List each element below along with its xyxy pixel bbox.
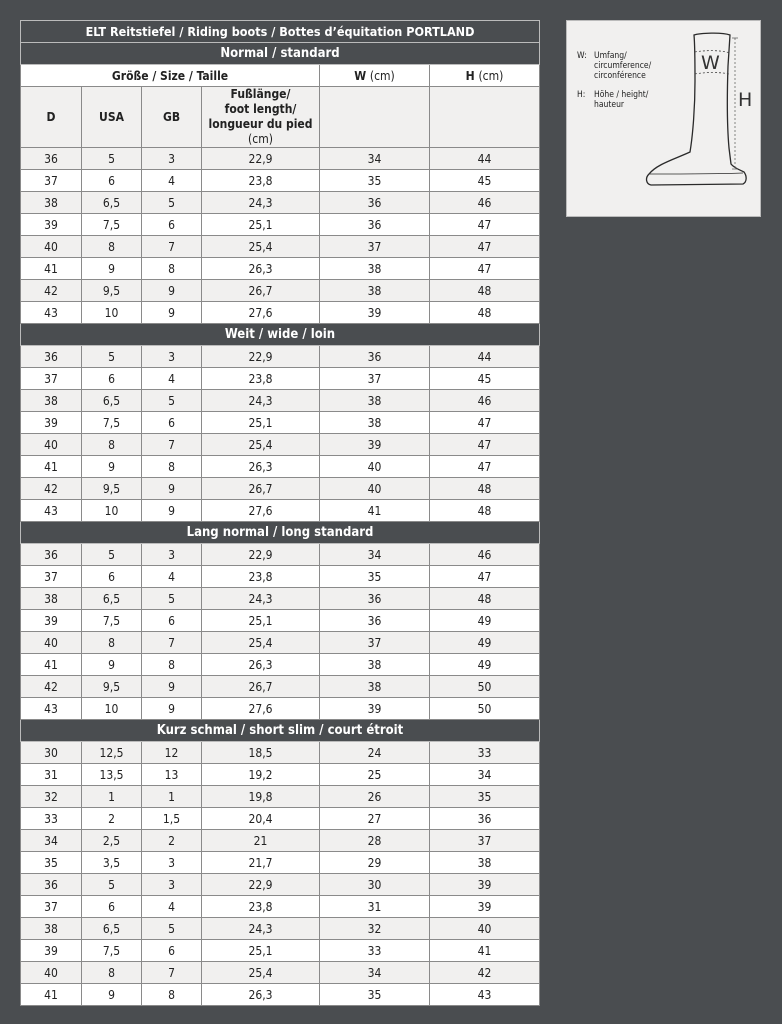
table-cell: 39	[21, 412, 82, 434]
table-cell: 3	[142, 852, 202, 874]
table-row	[21, 500, 540, 522]
table-cell: 8	[82, 632, 142, 654]
table-cell: 38	[21, 588, 82, 610]
table-cell: 31	[320, 896, 430, 918]
table-cell: 25,4	[202, 434, 320, 456]
table-cell: 46	[430, 544, 540, 566]
table-row	[21, 676, 540, 698]
section-header-row	[21, 324, 540, 346]
table-cell: 5	[82, 544, 142, 566]
table-cell: 35	[320, 170, 430, 192]
table-cell: 34	[320, 962, 430, 984]
table-cell: 41	[21, 654, 82, 676]
table-row	[21, 346, 540, 368]
table-cell: 9	[142, 676, 202, 698]
table-cell: 7,5	[82, 412, 142, 434]
table-row	[21, 368, 540, 390]
table-row	[21, 236, 540, 258]
table-cell: 22,9	[202, 346, 320, 368]
table-cell: 6,5	[82, 588, 142, 610]
table-row	[21, 764, 540, 786]
table-row	[21, 940, 540, 962]
table-cell: 28	[320, 830, 430, 852]
table-row	[21, 918, 540, 940]
table-cell: 4	[142, 368, 202, 390]
table-cell: 47	[430, 258, 540, 280]
table-cell: 42	[21, 280, 82, 302]
table-cell: 7,5	[82, 940, 142, 962]
table-cell: 39	[320, 302, 430, 324]
section-header: Lang normal / long standard	[21, 522, 540, 544]
table-cell: 36	[320, 610, 430, 632]
table-cell: 41	[320, 500, 430, 522]
table-cell: 23,8	[202, 566, 320, 588]
section-header: Kurz schmal / short slim / court étroit	[21, 720, 540, 742]
table-row	[21, 896, 540, 918]
table-cell: 39	[21, 610, 82, 632]
table-cell: 43	[21, 698, 82, 720]
section-header-row	[21, 720, 540, 742]
table-cell: 6	[82, 170, 142, 192]
table-cell: 9,5	[82, 478, 142, 500]
table-cell: 39	[430, 896, 540, 918]
table-cell: 37	[320, 368, 430, 390]
table-cell: 12	[142, 742, 202, 764]
table-cell: 24,3	[202, 390, 320, 412]
table-cell: 5	[142, 390, 202, 412]
table-cell: 48	[430, 478, 540, 500]
table-row	[21, 456, 540, 478]
table-cell: 5	[82, 148, 142, 170]
table-cell: 6	[142, 940, 202, 962]
table-cell: 38	[21, 192, 82, 214]
table-cell: 3	[142, 346, 202, 368]
table-cell: 9	[82, 258, 142, 280]
table-cell: 2,5	[82, 830, 142, 852]
table-cell: 27,6	[202, 698, 320, 720]
table-cell: 22,9	[202, 544, 320, 566]
table-cell: 27	[320, 808, 430, 830]
table-cell: 34	[320, 544, 430, 566]
table-row	[21, 214, 540, 236]
table-cell: 12,5	[82, 742, 142, 764]
table-cell: 36	[21, 544, 82, 566]
table-cell: 20,4	[202, 808, 320, 830]
table-cell: 6,5	[82, 192, 142, 214]
table-cell: 49	[430, 632, 540, 654]
table-cell: 24,3	[202, 918, 320, 940]
table-row	[21, 962, 540, 984]
table-cell: 9	[142, 500, 202, 522]
table-cell: 26,3	[202, 984, 320, 1006]
table-cell: 48	[430, 280, 540, 302]
table-cell: 7	[142, 962, 202, 984]
table-cell: 43	[21, 500, 82, 522]
table-cell: 1,5	[142, 808, 202, 830]
table-cell: 4	[142, 170, 202, 192]
table-cell: 40	[430, 918, 540, 940]
table-row	[21, 808, 540, 830]
table-cell: 37	[21, 566, 82, 588]
table-cell: 7	[142, 632, 202, 654]
table-cell: 39	[21, 940, 82, 962]
table-cell: 25	[320, 764, 430, 786]
size-chart-table	[20, 20, 540, 1006]
table-cell: 26,7	[202, 478, 320, 500]
table-row	[21, 852, 540, 874]
table-cell: 35	[320, 984, 430, 1006]
table-cell: 25,4	[202, 962, 320, 984]
table-cell: 47	[430, 566, 540, 588]
table-cell: 7	[142, 434, 202, 456]
table-cell: 41	[21, 984, 82, 1006]
table-cell: 8	[142, 456, 202, 478]
table-row	[21, 390, 540, 412]
table-cell: 6	[142, 214, 202, 236]
table-cell: 25,1	[202, 940, 320, 962]
table-row	[21, 984, 540, 1006]
table-title: ELT Reitstiefel / Riding boots / Bottes d’équitation PORTLAND	[21, 21, 540, 43]
table-cell: 30	[320, 874, 430, 896]
size-group-header: Größe / Size / Taille	[21, 65, 320, 87]
table-cell: 37	[430, 830, 540, 852]
table-cell: 47	[430, 434, 540, 456]
table-cell: 9	[142, 478, 202, 500]
table-cell: 40	[320, 478, 430, 500]
table-cell: 48	[430, 302, 540, 324]
table-cell: 34	[430, 764, 540, 786]
table-cell: 38	[320, 412, 430, 434]
table-cell: 21	[202, 830, 320, 852]
table-cell: 25,4	[202, 632, 320, 654]
table-cell: 38	[320, 258, 430, 280]
table-cell: 50	[430, 698, 540, 720]
table-cell: 3	[142, 148, 202, 170]
w-column-blank	[320, 87, 430, 148]
w-column-header: W (cm)	[320, 65, 430, 87]
table-cell: 47	[430, 214, 540, 236]
table-cell: 35	[430, 786, 540, 808]
table-cell: 1	[142, 786, 202, 808]
table-cell: 7	[142, 236, 202, 258]
table-row	[21, 302, 540, 324]
table-row	[21, 874, 540, 896]
table-cell: 13,5	[82, 764, 142, 786]
table-cell: 9	[142, 698, 202, 720]
table-cell: 8	[142, 654, 202, 676]
table-row	[21, 654, 540, 676]
table-cell: 6,5	[82, 390, 142, 412]
table-cell: 3	[142, 544, 202, 566]
table-cell: 37	[21, 368, 82, 390]
table-cell: 33	[21, 808, 82, 830]
table-cell: 41	[430, 940, 540, 962]
table-cell: 36	[21, 346, 82, 368]
table-cell: 47	[430, 456, 540, 478]
table-cell: 41	[21, 258, 82, 280]
table-cell: 6,5	[82, 918, 142, 940]
table-cell: 23,8	[202, 896, 320, 918]
table-row	[21, 434, 540, 456]
table-cell: 39	[320, 698, 430, 720]
table-cell: 29	[320, 852, 430, 874]
table-cell: 9	[82, 984, 142, 1006]
table-cell: 25,1	[202, 412, 320, 434]
table-cell: 36	[21, 148, 82, 170]
table-cell: 48	[430, 500, 540, 522]
table-cell: 5	[82, 874, 142, 896]
table-cell: 44	[430, 148, 540, 170]
table-cell: 7,5	[82, 610, 142, 632]
table-row	[21, 280, 540, 302]
section-header: Normal / standard	[21, 43, 540, 65]
table-cell: 25,1	[202, 610, 320, 632]
table-cell: 22,9	[202, 148, 320, 170]
boot-measurement-legend: W: Umfang/ circumference/ circonférence H: Höhe / height/ hauteur W H	[566, 20, 761, 217]
table-cell: 41	[21, 456, 82, 478]
table-cell: 26	[320, 786, 430, 808]
table-cell: 42	[21, 676, 82, 698]
table-row	[21, 786, 540, 808]
table-row	[21, 170, 540, 192]
table-cell: 9	[142, 280, 202, 302]
table-cell: 26,7	[202, 676, 320, 698]
table-cell: 38	[21, 918, 82, 940]
table-cell: 27,6	[202, 302, 320, 324]
table-cell: 35	[320, 566, 430, 588]
table-cell: 4	[142, 566, 202, 588]
table-cell: 8	[142, 258, 202, 280]
table-cell: 37	[21, 896, 82, 918]
table-cell: 10	[82, 500, 142, 522]
table-cell: 40	[21, 434, 82, 456]
table-cell: 26,3	[202, 456, 320, 478]
table-cell: 25,4	[202, 236, 320, 258]
table-cell: 8	[142, 984, 202, 1006]
table-cell: 36	[320, 346, 430, 368]
section-header-row	[21, 522, 540, 544]
table-cell: 49	[430, 654, 540, 676]
table-row	[21, 742, 540, 764]
table-cell: 33	[320, 940, 430, 962]
table-cell: 23,8	[202, 170, 320, 192]
table-cell: 31	[21, 764, 82, 786]
foot-length-column-header: Fußlänge/ foot length/ longueur du pied (cm)	[202, 87, 320, 148]
table-cell: 26,3	[202, 654, 320, 676]
table-cell: 9	[142, 302, 202, 324]
table-cell: 5	[142, 588, 202, 610]
table-cell: 47	[430, 236, 540, 258]
table-cell: 38	[320, 280, 430, 302]
table-cell: 38	[21, 390, 82, 412]
table-cell: 40	[21, 236, 82, 258]
table-cell: 38	[320, 654, 430, 676]
table-cell: 33	[430, 742, 540, 764]
table-cell: 9,5	[82, 676, 142, 698]
table-row	[21, 544, 540, 566]
table-cell: 43	[430, 984, 540, 1006]
h-column-header: H (cm)	[430, 65, 540, 87]
section-header: Weit / wide / loin	[21, 324, 540, 346]
table-row	[21, 148, 540, 170]
usa-column-header: USA	[82, 87, 142, 148]
table-row	[21, 610, 540, 632]
table-cell: 24,3	[202, 588, 320, 610]
table-cell: 40	[21, 632, 82, 654]
table-cell: 19,8	[202, 786, 320, 808]
table-cell: 42	[430, 962, 540, 984]
table-cell: 2	[82, 808, 142, 830]
table-cell: 32	[320, 918, 430, 940]
table-row	[21, 258, 540, 280]
table-cell: 38	[320, 390, 430, 412]
diagram-w-label: W	[701, 52, 720, 74]
table-cell: 24,3	[202, 192, 320, 214]
table-cell: 1	[82, 786, 142, 808]
table-cell: 5	[142, 918, 202, 940]
table-cell: 5	[82, 346, 142, 368]
table-cell: 38	[430, 852, 540, 874]
table-cell: 37	[320, 236, 430, 258]
table-row	[21, 588, 540, 610]
table-cell: 9,5	[82, 280, 142, 302]
table-cell: 48	[430, 588, 540, 610]
diagram-h-label: H	[738, 89, 753, 111]
table-row	[21, 478, 540, 500]
riding-boot-icon	[637, 26, 757, 196]
table-cell: 30	[21, 742, 82, 764]
table-cell: 40	[21, 962, 82, 984]
table-cell: 39	[430, 874, 540, 896]
table-cell: 32	[21, 786, 82, 808]
table-cell: 7,5	[82, 214, 142, 236]
table-row	[21, 632, 540, 654]
table-cell: 10	[82, 302, 142, 324]
table-cell: 43	[21, 302, 82, 324]
table-cell: 37	[320, 632, 430, 654]
table-cell: 45	[430, 368, 540, 390]
table-cell: 39	[21, 214, 82, 236]
table-cell: 24	[320, 742, 430, 764]
table-cell: 36	[320, 192, 430, 214]
table-cell: 49	[430, 610, 540, 632]
table-cell: 6	[82, 896, 142, 918]
table-cell: 26,7	[202, 280, 320, 302]
table-row	[21, 566, 540, 588]
table-cell: 46	[430, 192, 540, 214]
d-column-header: D	[21, 87, 82, 148]
table-cell: 3,5	[82, 852, 142, 874]
table-cell: 35	[21, 852, 82, 874]
table-cell: 45	[430, 170, 540, 192]
table-cell: 21,7	[202, 852, 320, 874]
table-cell: 6	[82, 566, 142, 588]
table-row	[21, 412, 540, 434]
table-cell: 18,5	[202, 742, 320, 764]
table-cell: 9	[82, 654, 142, 676]
table-cell: 19,2	[202, 764, 320, 786]
table-cell: 10	[82, 698, 142, 720]
table-cell: 26,3	[202, 258, 320, 280]
table-cell: 6	[142, 610, 202, 632]
table-cell: 39	[320, 434, 430, 456]
table-cell: 47	[430, 412, 540, 434]
table-cell: 3	[142, 874, 202, 896]
table-cell: 8	[82, 236, 142, 258]
gb-column-header: GB	[142, 87, 202, 148]
table-cell: 6	[142, 412, 202, 434]
table-cell: 4	[142, 896, 202, 918]
table-cell: 42	[21, 478, 82, 500]
table-cell: 9	[82, 456, 142, 478]
table-cell: 50	[430, 676, 540, 698]
table-cell: 22,9	[202, 874, 320, 896]
table-cell: 36	[21, 874, 82, 896]
table-cell: 34	[21, 830, 82, 852]
table-cell: 8	[82, 962, 142, 984]
table-cell: 36	[320, 214, 430, 236]
table-cell: 27,6	[202, 500, 320, 522]
table-row	[21, 192, 540, 214]
table-cell: 34	[320, 148, 430, 170]
table-cell: 6	[82, 368, 142, 390]
table-row	[21, 698, 540, 720]
table-cell: 36	[320, 588, 430, 610]
table-cell: 5	[142, 192, 202, 214]
table-cell: 38	[320, 676, 430, 698]
h-column-blank	[430, 87, 540, 148]
table-cell: 40	[320, 456, 430, 478]
table-cell: 36	[430, 808, 540, 830]
table-cell: 46	[430, 390, 540, 412]
table-cell: 25,1	[202, 214, 320, 236]
table-cell: 8	[82, 434, 142, 456]
table-cell: 37	[21, 170, 82, 192]
table-cell: 23,8	[202, 368, 320, 390]
table-row	[21, 830, 540, 852]
table-cell: 44	[430, 346, 540, 368]
table-cell: 13	[142, 764, 202, 786]
table-cell: 2	[142, 830, 202, 852]
